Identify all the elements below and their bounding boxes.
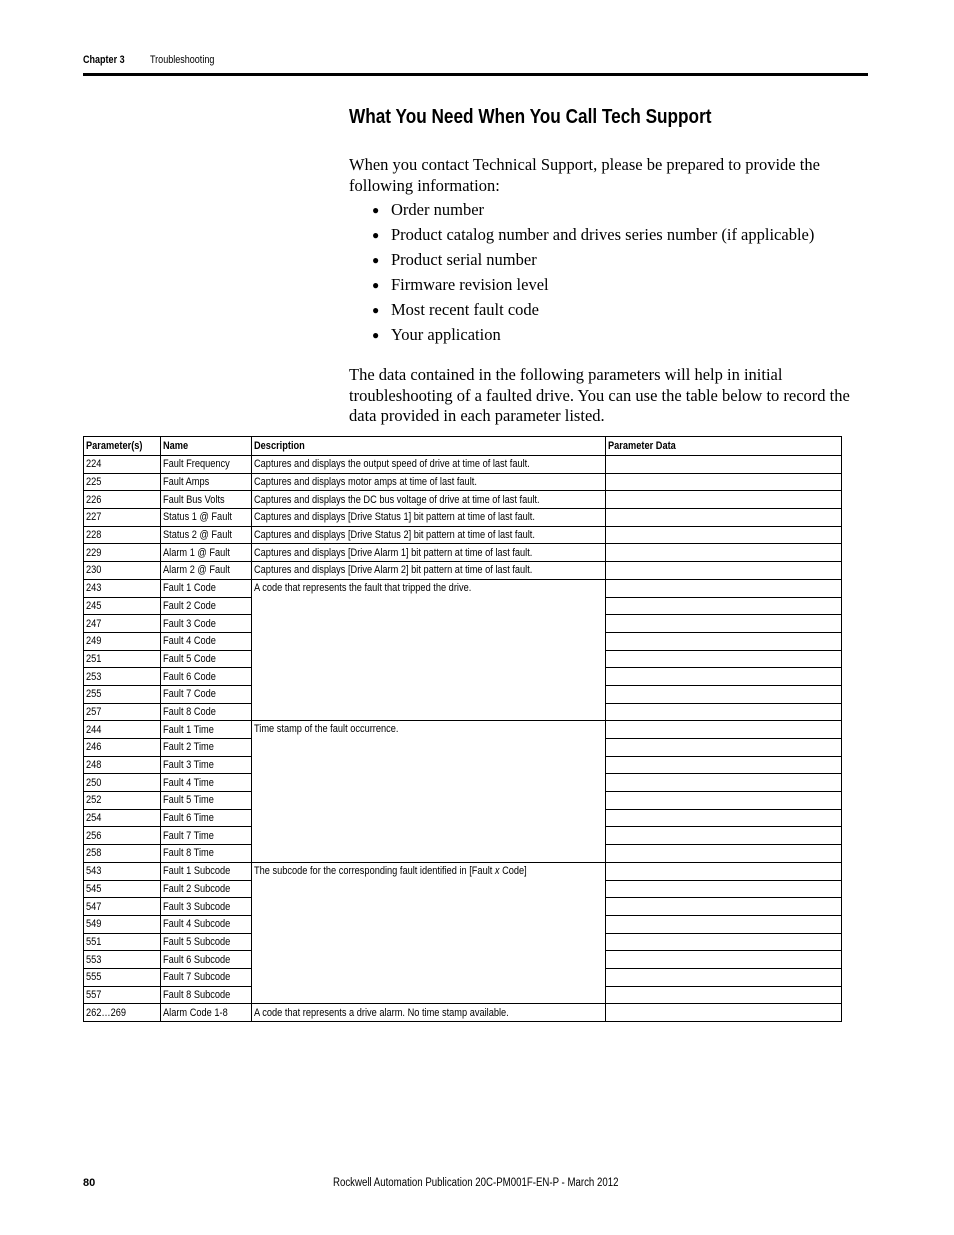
name-cell: Fault 2 Time	[161, 739, 252, 757]
param-cell: 246	[84, 739, 161, 757]
name-cell: Fault 2 Subcode	[161, 880, 252, 898]
table-intro-paragraph: The data contained in the following parameters will help in initial troubleshooting of a faulted drive. You can use the table below to record the data provided in each parameter listed.	[349, 365, 850, 425]
bullet-icon: ●	[372, 328, 380, 342]
publication-info: Rockwell Automation Publication 20C-PM001F-EN-P - March 2012	[333, 1177, 619, 1189]
bullet-icon: ●	[372, 303, 380, 317]
description-cell: Captures and displays [Drive Status 1] bit pattern at time of last fault.	[252, 509, 606, 527]
parameter-data-cell[interactable]	[606, 473, 842, 491]
param-cell: 262…269	[84, 1004, 161, 1022]
name-cell: Fault 1 Code	[161, 579, 252, 597]
param-cell: 229	[84, 544, 161, 562]
column-header: Parameter Data	[606, 437, 842, 456]
description-cell: Captures and displays motor amps at time of last fault.	[252, 473, 606, 491]
parameter-data-cell[interactable]	[606, 792, 842, 810]
list-item-text: Most recent fault code	[391, 300, 539, 319]
param-cell: 248	[84, 756, 161, 774]
param-cell: 553	[84, 951, 161, 969]
parameter-data-cell[interactable]	[606, 615, 842, 633]
name-cell: Alarm Code 1-8	[161, 1004, 252, 1022]
info-list	[372, 199, 814, 349]
table-row	[84, 721, 842, 739]
parameter-data-cell[interactable]	[606, 668, 842, 686]
name-cell: Status 2 @ Fault	[161, 526, 252, 544]
parameter-data-cell[interactable]	[606, 827, 842, 845]
param-cell: 547	[84, 898, 161, 916]
name-cell: Fault 7 Time	[161, 827, 252, 845]
param-cell: 245	[84, 597, 161, 615]
parameter-data-cell[interactable]	[606, 650, 842, 668]
parameter-data-cell[interactable]	[606, 809, 842, 827]
bullet-icon: ●	[372, 278, 380, 292]
bullet-icon: ●	[372, 253, 380, 267]
description-cell: Captures and displays the output speed of drive at time of last fault.	[252, 456, 606, 474]
parameter-data-cell[interactable]	[606, 456, 842, 474]
name-cell: Fault 2 Code	[161, 597, 252, 615]
intro-paragraph: When you contact Technical Support, please be prepared to provide the following information:	[349, 155, 820, 195]
param-cell: 543	[84, 862, 161, 880]
table-row	[84, 491, 842, 509]
param-cell: 226	[84, 491, 161, 509]
parameter-data-cell[interactable]	[606, 933, 842, 951]
table-row	[84, 562, 842, 580]
table-body	[84, 456, 842, 1022]
description-cell: A code that represents a drive alarm. No time stamp available.	[252, 1004, 606, 1022]
parameter-data-cell[interactable]	[606, 968, 842, 986]
param-cell: 228	[84, 526, 161, 544]
page-number: 80	[83, 1177, 96, 1189]
section-label: Troubleshooting	[150, 54, 215, 66]
parameter-data-cell[interactable]	[606, 632, 842, 650]
name-cell: Fault Frequency	[161, 456, 252, 474]
param-cell: 253	[84, 668, 161, 686]
name-cell: Fault 6 Code	[161, 668, 252, 686]
parameter-data-cell[interactable]	[606, 526, 842, 544]
description-cell: The subcode for the corresponding fault identified in [Fault x Code]	[252, 862, 606, 1004]
name-cell: Fault 8 Code	[161, 703, 252, 721]
name-cell: Fault 1 Subcode	[161, 862, 252, 880]
name-cell: Status 1 @ Fault	[161, 509, 252, 527]
name-cell: Fault 5 Time	[161, 792, 252, 810]
column-header: Description	[252, 437, 606, 456]
param-cell: 250	[84, 774, 161, 792]
parameter-data-cell[interactable]	[606, 685, 842, 703]
parameter-data-cell[interactable]	[606, 579, 842, 597]
list-item-text: Your application	[391, 325, 501, 344]
param-cell: 224	[84, 456, 161, 474]
parameter-data-cell[interactable]	[606, 915, 842, 933]
param-cell: 247	[84, 615, 161, 633]
param-cell: 257	[84, 703, 161, 721]
param-cell: 249	[84, 632, 161, 650]
list-item	[372, 224, 814, 249]
description-cell: Captures and displays [Drive Alarm 2] bit pattern at time of last fault.	[252, 562, 606, 580]
parameter-data-cell[interactable]	[606, 756, 842, 774]
name-cell: Alarm 2 @ Fault	[161, 562, 252, 580]
parameter-data-cell[interactable]	[606, 898, 842, 916]
description-cell: Captures and displays [Drive Alarm 1] bit pattern at time of last fault.	[252, 544, 606, 562]
list-item-text: Product catalog number and drives series number (if applicable)	[391, 225, 815, 244]
list-item	[372, 249, 814, 274]
list-item-text: Product serial number	[391, 250, 537, 269]
list-item	[372, 274, 814, 299]
parameter-data-cell[interactable]	[606, 562, 842, 580]
column-header: Name	[161, 437, 252, 456]
parameter-data-cell[interactable]	[606, 880, 842, 898]
param-cell: 252	[84, 792, 161, 810]
parameter-data-cell[interactable]	[606, 509, 842, 527]
name-cell: Fault 3 Subcode	[161, 898, 252, 916]
name-cell: Fault Amps	[161, 473, 252, 491]
name-cell: Fault 3 Code	[161, 615, 252, 633]
param-cell: 243	[84, 579, 161, 597]
name-cell: Fault 3 Time	[161, 756, 252, 774]
parameter-data-cell[interactable]	[606, 1004, 842, 1022]
name-cell: Fault 1 Time	[161, 721, 252, 739]
list-item	[372, 299, 814, 324]
parameter-data-cell[interactable]	[606, 739, 842, 757]
param-cell: 254	[84, 809, 161, 827]
param-cell: 230	[84, 562, 161, 580]
parameter-data-cell[interactable]	[606, 703, 842, 721]
parameter-table	[83, 436, 842, 1022]
description-cell: Captures and displays the DC bus voltage of drive at time of last fault.	[252, 491, 606, 509]
name-cell: Fault 7 Subcode	[161, 968, 252, 986]
parameter-data-cell[interactable]	[606, 951, 842, 969]
chapter-label: Chapter 3	[83, 54, 125, 66]
description-cell: Time stamp of the fault occurrence.	[252, 721, 606, 863]
page-header	[83, 52, 868, 76]
name-cell: Fault 8 Time	[161, 845, 252, 863]
list-item-text: Order number	[391, 200, 485, 219]
table-row	[84, 544, 842, 562]
table-row	[84, 862, 842, 880]
description-cell: Captures and displays [Drive Status 2] bit pattern at time of last fault.	[252, 526, 606, 544]
name-cell: Fault Bus Volts	[161, 491, 252, 509]
parameter-data-cell[interactable]	[606, 721, 842, 739]
parameter-data-cell[interactable]	[606, 862, 842, 880]
column-header: Parameter(s)	[84, 437, 161, 456]
param-cell: 545	[84, 880, 161, 898]
description-cell: A code that represents the fault that tripped the drive.	[252, 579, 606, 721]
parameter-data-cell[interactable]	[606, 597, 842, 615]
list-item	[372, 199, 814, 224]
list-item-text: Firmware revision level	[391, 275, 549, 294]
param-cell: 227	[84, 509, 161, 527]
table-row	[84, 473, 842, 491]
param-cell: 551	[84, 933, 161, 951]
param-cell: 244	[84, 721, 161, 739]
param-cell: 256	[84, 827, 161, 845]
table-row	[84, 509, 842, 527]
param-cell: 225	[84, 473, 161, 491]
param-cell: 258	[84, 845, 161, 863]
param-cell: 549	[84, 915, 161, 933]
table-row	[84, 526, 842, 544]
bullet-icon: ●	[372, 203, 380, 217]
name-cell: Fault 5 Subcode	[161, 933, 252, 951]
table-row	[84, 1004, 842, 1022]
param-cell: 555	[84, 968, 161, 986]
name-cell: Fault 6 Time	[161, 809, 252, 827]
name-cell: Fault 4 Code	[161, 632, 252, 650]
parameter-data-cell[interactable]	[606, 774, 842, 792]
list-item	[372, 324, 814, 349]
param-cell: 557	[84, 986, 161, 1004]
name-cell: Fault 8 Subcode	[161, 986, 252, 1004]
name-cell: Alarm 1 @ Fault	[161, 544, 252, 562]
name-cell: Fault 4 Subcode	[161, 915, 252, 933]
name-cell: Fault 4 Time	[161, 774, 252, 792]
table-header-row	[84, 437, 842, 456]
parameter-data-cell[interactable]	[606, 544, 842, 562]
table-row	[84, 579, 842, 597]
table-row	[84, 456, 842, 474]
name-cell: Fault 5 Code	[161, 650, 252, 668]
param-cell: 255	[84, 685, 161, 703]
name-cell: Fault 7 Code	[161, 685, 252, 703]
bullet-icon: ●	[372, 228, 380, 242]
name-cell: Fault 6 Subcode	[161, 951, 252, 969]
page-title: What You Need When You Call Tech Support	[349, 106, 712, 128]
parameter-data-cell[interactable]	[606, 491, 842, 509]
parameter-data-cell[interactable]	[606, 986, 842, 1004]
parameter-data-cell[interactable]	[606, 845, 842, 863]
param-cell: 251	[84, 650, 161, 668]
